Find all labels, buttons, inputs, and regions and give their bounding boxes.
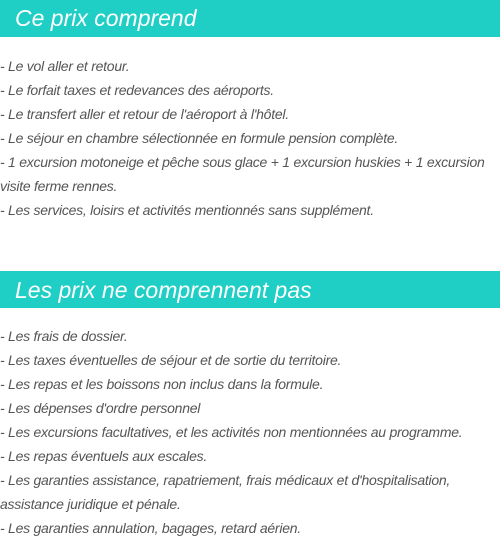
excluded-item: - Les taxes éventuelles de séjour et de sortie du territoire.	[0, 352, 342, 368]
included-item: - Le transfert aller et retour de l'aéroport à l'hôtel.	[0, 106, 289, 122]
excluded-item: - Les garanties assistance, rapatriement, frais médicaux et d'hospitalisation, assistance juridique et pénale.	[0, 472, 451, 512]
excluded-item: - Les garanties annulation, bagages, retard aérien.	[0, 520, 301, 536]
included-item: - Le séjour en chambre sélectionnée en formule pension complète.	[0, 130, 399, 146]
included-items-list	[0, 54, 500, 222]
included-item: - Le vol aller et retour.	[0, 58, 130, 74]
included-item: - Les services, loisirs et activités mentionnés sans supplément.	[0, 202, 374, 218]
excluded-item: - Les excursions facultatives, et les activités non mentionnées au programme.	[0, 424, 463, 440]
excluded-item: - Les dépenses d'ordre personnel	[0, 400, 201, 416]
included-item: - 1 excursion motoneige et pêche sous glace + 1 excursion huskies + 1 excursion visite ferme rennes.	[0, 154, 485, 194]
included-item: - Le forfait taxes et redevances des aéroports.	[0, 82, 274, 98]
excluded-item: - Les frais de dossier.	[0, 328, 128, 344]
excluded-item: - Les repas et les boissons non inclus dans la formule.	[0, 376, 324, 392]
excluded-section-title: Les prix ne comprennent pas	[0, 271, 500, 308]
excluded-item: - Les repas éventuels aux escales.	[0, 448, 208, 464]
excluded-items-list	[0, 324, 500, 540]
included-section-title: Ce prix comprend	[0, 0, 500, 37]
